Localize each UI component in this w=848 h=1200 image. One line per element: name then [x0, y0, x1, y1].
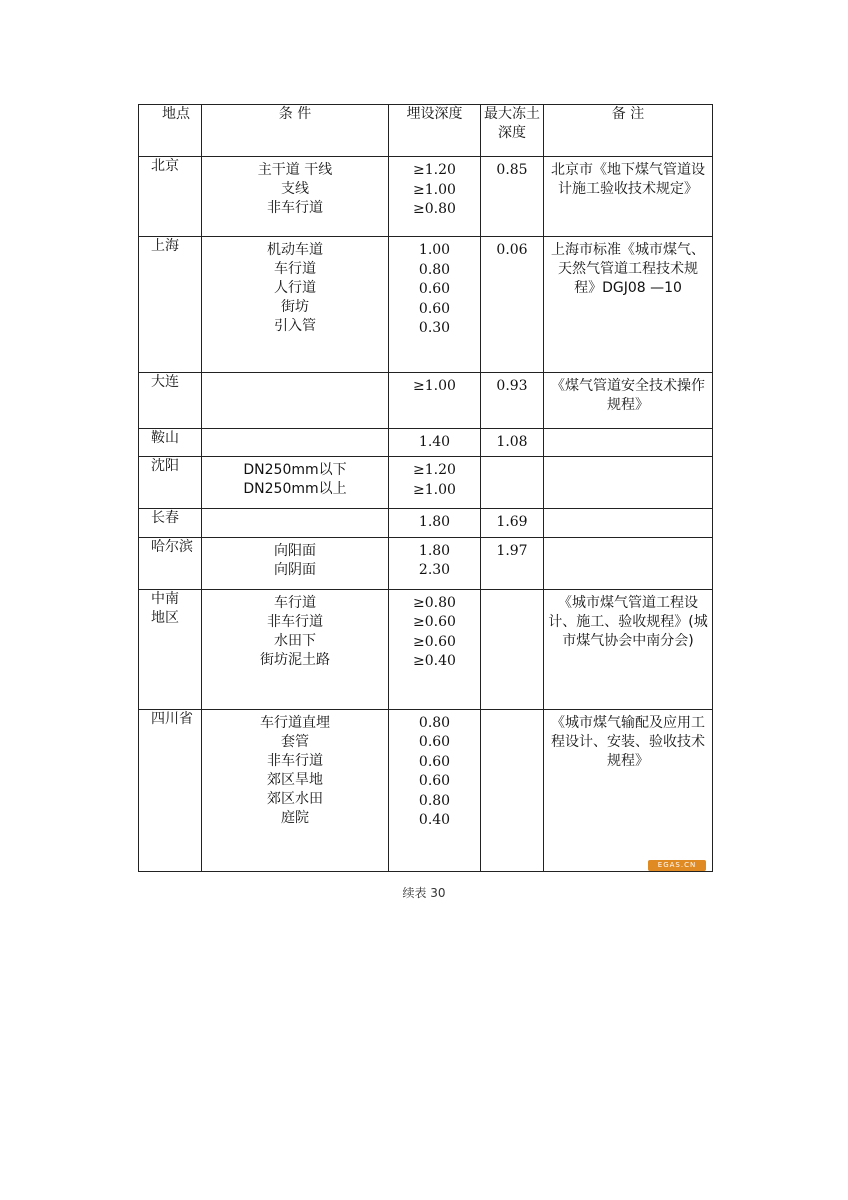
condition-cell	[202, 537, 389, 589]
frost-depth-value	[481, 710, 543, 714]
burial-depth-value: 0.60	[418, 773, 451, 790]
burial-depth-value: 0.80	[418, 261, 451, 278]
burial-depth-cell	[389, 589, 481, 709]
burial-depth-value: ≥1.00	[413, 181, 456, 198]
table-row	[139, 589, 713, 709]
note-text: 《城市煤气管道工程设计、施工、验收规程》(城市煤气协会中南分会)	[548, 594, 708, 649]
condition-line: 街坊泥土路	[260, 651, 330, 668]
frost-depth-value: 0.93	[496, 378, 528, 395]
location-cell: 鞍山	[139, 429, 202, 457]
frost-depth-cell	[481, 709, 544, 871]
frost-depth-cell	[481, 373, 544, 429]
burial-depth-value: 0.80	[418, 714, 451, 731]
table-row	[139, 237, 713, 373]
frost-depth-cell	[481, 589, 544, 709]
burial-depth-value: 0.60	[418, 300, 451, 317]
location-cell: 四川省	[139, 709, 202, 871]
condition-cell	[202, 709, 389, 871]
header-condition: 条 件	[202, 105, 389, 157]
location-cell: 北京	[139, 157, 202, 237]
table-row	[139, 429, 713, 457]
table-row	[139, 509, 713, 537]
burial-depth-value: ≥1.20	[413, 462, 456, 479]
frost-depth-cell	[481, 157, 544, 237]
burial-depth-cell	[389, 157, 481, 237]
burial-depth-cell	[389, 237, 481, 373]
header-location: 地点	[139, 105, 202, 157]
location-cell: 中南地区	[139, 589, 202, 709]
condition-cell	[202, 373, 389, 429]
condition-line: 庭院	[281, 809, 309, 826]
condition-line: 街坊	[281, 299, 309, 316]
note-cell	[544, 509, 713, 537]
table-body	[139, 157, 713, 872]
note-text: 上海市标准《城市煤气、天然气管道工程技术规程》DGJ08 —10	[551, 242, 705, 297]
table-row	[139, 157, 713, 237]
condition-cell	[202, 237, 389, 373]
header-note: 备 注	[544, 105, 713, 157]
burial-depth-value: ≥0.60	[413, 633, 456, 650]
burial-depth-cell	[389, 509, 481, 537]
burial-depth-value: 0.60	[418, 753, 451, 770]
burial-depth-value: ≥0.80	[413, 594, 456, 611]
burial-depth-cell	[389, 537, 481, 589]
burial-depth-value: ≥0.60	[413, 614, 456, 631]
condition-line: 向阴面	[274, 561, 316, 578]
burial-depth-value: 0.60	[418, 734, 451, 751]
table-row	[139, 709, 713, 871]
gas-pipe-depth-table	[138, 104, 713, 872]
condition-line: 向阳面	[274, 542, 316, 559]
burial-depth-value: 0.60	[418, 281, 451, 298]
condition-cell	[202, 457, 389, 509]
condition-line: 主干道 干线	[257, 162, 333, 178]
burial-depth-value: 1.80	[418, 542, 451, 559]
frost-depth-value: 1.08	[496, 434, 528, 451]
burial-depth-value: ≥1.20	[413, 162, 456, 178]
condition-line: DN250mm以下	[243, 462, 347, 479]
frost-depth-value	[481, 590, 543, 594]
condition-line: 郊区旱地	[267, 771, 323, 788]
location-cell: 大连	[139, 373, 202, 429]
frost-depth-cell	[481, 509, 544, 537]
frost-depth-value: 0.85	[496, 162, 528, 178]
burial-depth-cell	[389, 429, 481, 457]
note-cell	[544, 589, 713, 709]
frost-depth-value: 1.69	[496, 514, 528, 531]
condition-line: 车行道直埋	[260, 714, 330, 731]
condition-line: 车行道	[274, 261, 316, 278]
condition-line: DN250mm以上	[243, 481, 347, 498]
header-burial-depth: 埋设深度	[389, 105, 481, 157]
note-cell	[544, 537, 713, 589]
note-text	[548, 429, 708, 433]
condition-line: 水田下	[274, 632, 316, 649]
frost-depth-cell	[481, 457, 544, 509]
location-cell: 长春	[139, 509, 202, 537]
condition-cell	[202, 509, 389, 537]
burial-depth-cell	[389, 457, 481, 509]
table-row	[139, 537, 713, 589]
burial-depth-value: ≥1.00	[413, 481, 456, 498]
condition-line: 机动车道	[267, 242, 323, 259]
note-cell	[544, 237, 713, 373]
table-row	[139, 373, 713, 429]
note-text: 《城市煤气输配及应用工程设计、安装、验收技术规程》	[551, 714, 705, 769]
note-text	[548, 509, 708, 513]
frost-depth-value: 0.06	[496, 242, 528, 259]
note-cell	[544, 157, 713, 237]
burial-depth-cell	[389, 373, 481, 429]
frost-depth-cell	[481, 429, 544, 457]
watermark-logo: EGAS.CN	[648, 860, 706, 871]
note-text	[548, 538, 708, 542]
note-cell	[544, 429, 713, 457]
burial-depth-value: ≥1.00	[413, 378, 456, 395]
frost-depth-value	[481, 457, 543, 461]
burial-depth-value: 0.30	[418, 320, 451, 337]
frost-depth-cell	[481, 537, 544, 589]
frost-depth-cell	[481, 237, 544, 373]
burial-depth-value: 1.00	[418, 242, 451, 259]
note-text: 《煤气管道安全技术操作规程》	[551, 378, 705, 414]
condition-line: 郊区水田	[267, 790, 323, 807]
condition-line: 套管	[281, 733, 309, 750]
burial-depth-value: 0.80	[418, 792, 451, 809]
condition-line: 非车行道	[267, 200, 323, 216]
burial-depth-value: ≥0.40	[413, 653, 456, 670]
header-frost-depth: 最大冻土深度	[481, 105, 544, 157]
burial-depth-value: 0.40	[418, 812, 451, 829]
condition-line: 人行道	[274, 280, 316, 297]
condition-line: 引入管	[274, 318, 316, 335]
table-row	[139, 457, 713, 509]
location-cell: 哈尔滨	[139, 537, 202, 589]
burial-depth-value: ≥0.80	[413, 201, 456, 217]
location-cell: 沈阳	[139, 457, 202, 509]
burial-depth-value: 2.30	[418, 562, 451, 578]
burial-depth-value: 1.80	[418, 514, 451, 531]
condition-line: 车行道	[274, 594, 316, 611]
condition-line: 非车行道	[267, 752, 323, 769]
condition-cell	[202, 589, 389, 709]
frost-depth-value: 1.97	[496, 542, 528, 559]
burial-depth-value: 1.40	[418, 434, 451, 451]
condition-cell	[202, 157, 389, 237]
note-cell	[544, 373, 713, 429]
location-cell: 上海	[139, 237, 202, 373]
condition-line: 非车行道	[267, 613, 323, 630]
condition-line: 支线	[281, 181, 309, 197]
table-header-row	[139, 105, 713, 157]
burial-depth-cell	[389, 709, 481, 871]
note-text: 北京市《地下煤气管道设计施工验收技术规定》	[551, 162, 705, 197]
note-text	[548, 457, 708, 461]
condition-cell	[202, 429, 389, 457]
table-caption: 续表 30	[402, 886, 446, 900]
note-cell	[544, 709, 713, 871]
note-cell	[544, 457, 713, 509]
